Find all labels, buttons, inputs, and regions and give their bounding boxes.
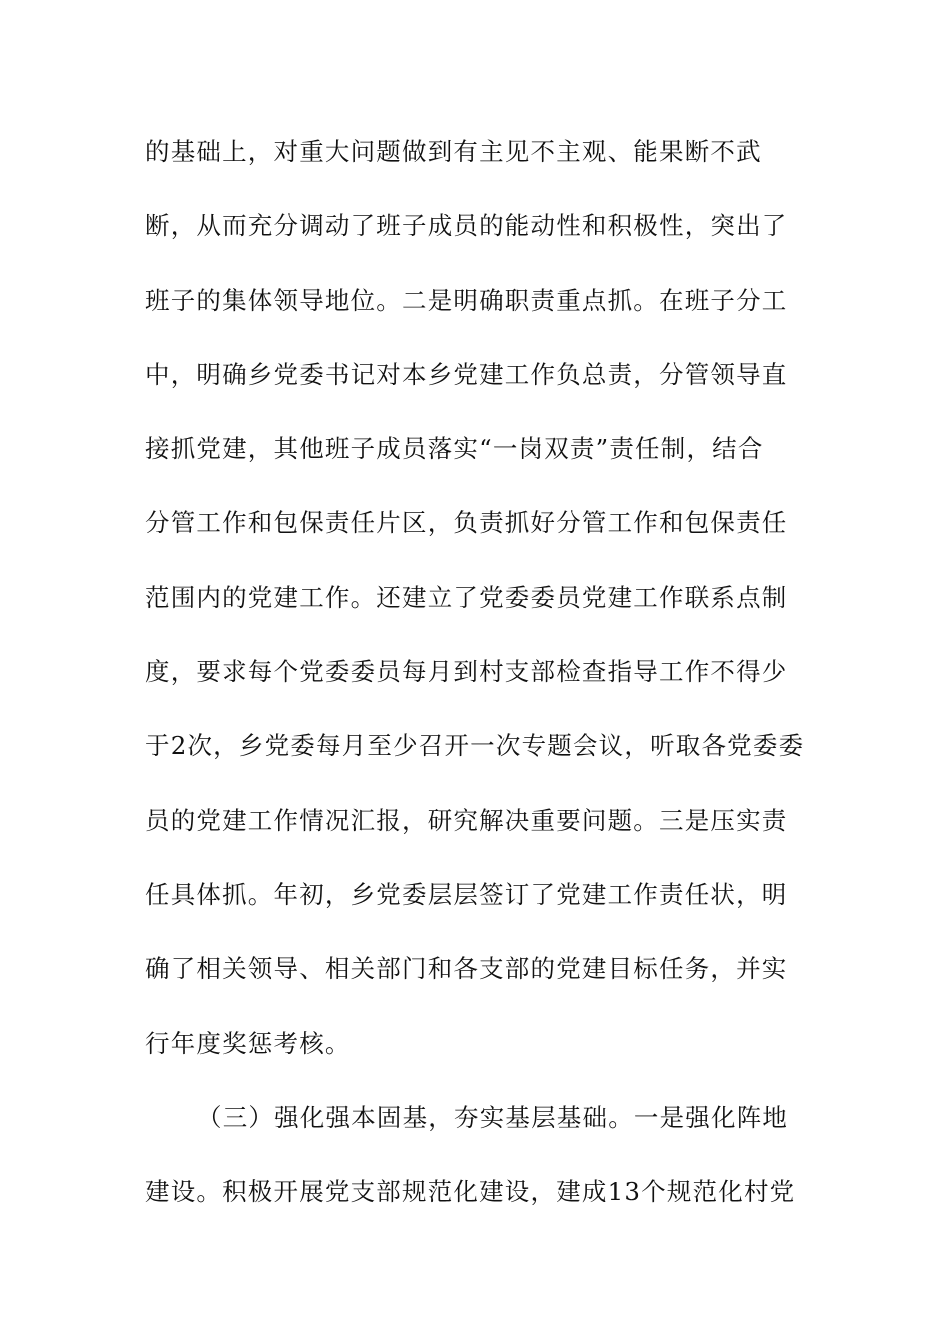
text-line-5: 接抓党建，其他班子成员落实“一岗双责”责任制，结合 [145, 434, 764, 464]
text-line-12: 确了相关领导、相关部门和各支部的党建目标任务，并实 [145, 954, 788, 984]
body-text [145, 132, 815, 1246]
text-line-6: 分管工作和包保责任片区，负责抓好分管工作和包保责任 [145, 508, 788, 538]
section-heading-line: （三）强化强本固基，夯实基层基础。一是强化阵地 [197, 1102, 789, 1132]
text-line-3: 班子的集体领导地位。二是明确职责重点抓。在班子分工 [145, 285, 788, 315]
text-line-7: 范围内的党建工作。还建立了党委委员党建工作联系点制 [145, 582, 788, 612]
text-line-13: 行年度奖惩考核。 [145, 1028, 351, 1058]
text-line-11: 任具体抓。年初，乡党委层层签订了党建工作责任状，明 [145, 879, 788, 909]
text-line-15: 建设。积极开展党支部规范化建设，建成13个规范化村党 [145, 1177, 796, 1207]
text-line-9: 于2次，乡党委每月至少召开一次专题会议，听取各党委委 [145, 731, 805, 761]
text-line-4: 中，明确乡党委书记对本乡党建工作负总责，分管领导直 [145, 359, 788, 389]
text-line-10: 员的党建工作情况汇报，研究解决重要问题。三是压实责 [145, 805, 788, 835]
text-line-2: 断，从而充分调动了班子成员的能动性和积极性，突出了 [145, 211, 788, 241]
text-line-1: 的基础上，对重大问题做到有主见不主观、能果断不武 [145, 137, 762, 166]
text-line-8: 度，要求每个党委委员每月到村支部检查指导工作不得少 [145, 657, 788, 687]
